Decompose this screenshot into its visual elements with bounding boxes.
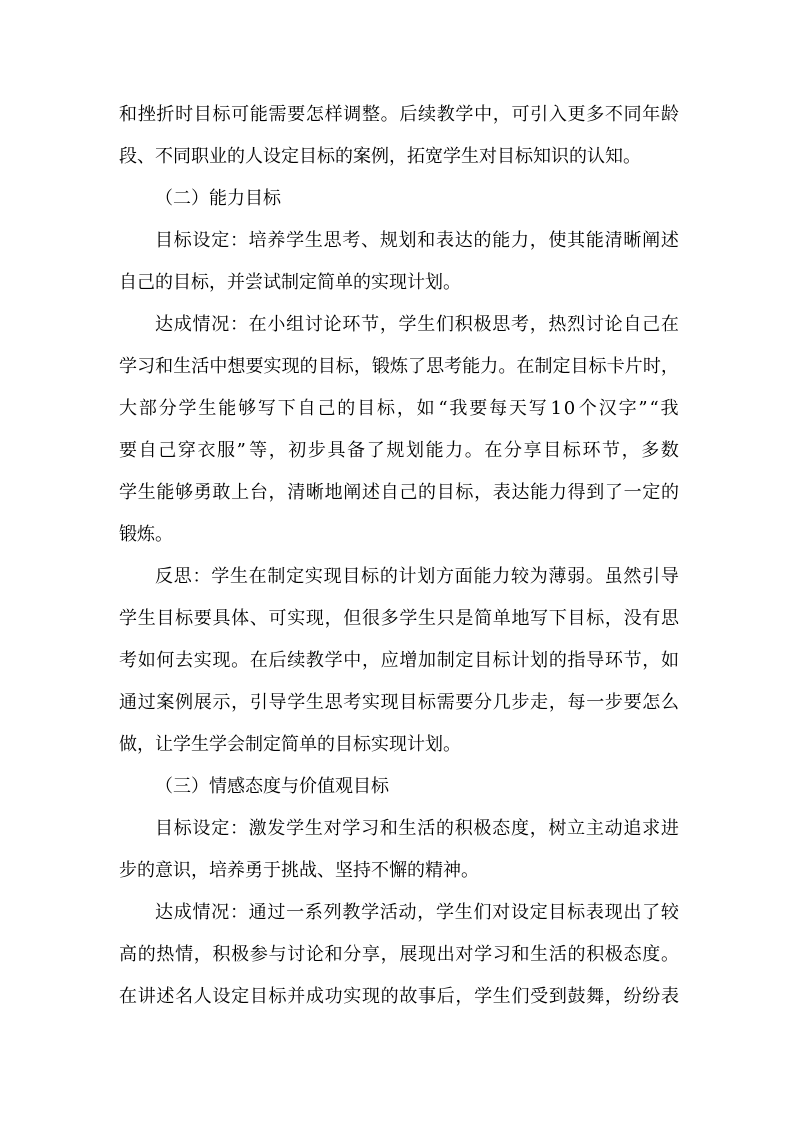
text-line (119, 640, 679, 682)
paragraph-first-line (119, 892, 679, 934)
text-line-content: 自己的目标，并尝试制定简单的实现计划。 (119, 272, 461, 293)
text-line-content: 在 讲 述 名 人 设 定 目 标 并 成 功 实 现 的 故 事 后 ， 学 生 们 受 到 鼓 舞 ， 纷 纷 表 (119, 986, 679, 1007)
text-line (119, 724, 679, 766)
text-line-content: 和 挫 折 时 目 标 可 能 需 要 怎 样 调 整 。 后 续 教 学 中 ， 可 引 入 更 多 不 同 年 龄 (119, 104, 679, 125)
text-line (119, 94, 679, 136)
text-line-content: 通 过 案 例 展 示 ， 引 导 学 生 思 考 实 现 目 标 需 要 分 几 步 走 ， 每 一 步 要 怎 么 (119, 692, 679, 713)
text-line-content: 段、不同职业的人设定目标的案例，拓宽学生对目标知识的认知。 (119, 146, 641, 167)
section-heading-text: （三）情感态度与价值观目标 (155, 776, 389, 797)
paragraph-first-line (119, 220, 679, 262)
text-line-content: 大 部 分 学 生 能 够 写 下 自 己 的 目 标 ， 如 “ 我 要 每 天 写 1 0 个 汉 字 ” “ 我 (119, 398, 679, 419)
text-line-content: 锻炼。 (119, 524, 173, 545)
section-heading-values (119, 766, 679, 808)
text-line (119, 598, 679, 640)
text-line (119, 388, 679, 430)
section-heading-text: （二）能力目标 (155, 188, 281, 209)
paragraph-first-line (119, 556, 679, 598)
text-line (119, 472, 679, 514)
text-line (119, 976, 679, 1018)
text-line-content: 做，让学生学会制定简单的目标实现计划。 (119, 734, 461, 755)
text-line-content: 达 成 情 况 ： 通 过 一 系 列 教 学 活 动 ， 学 生 们 对 设 定 目 标 表 现 出 了 较 (155, 902, 679, 923)
text-line-content: 高 的 热 情 ， 积 极 参 与 讨 论 和 分 享 ， 展 现 出 对 学 习 和 生 活 的 积 极 态 度 。 (119, 944, 679, 965)
text-line-content: 要 自 己 穿 衣 服 ” 等 ， 初 步 具 备 了 规 划 能 力 。 在 分 享 目 标 环 节 ， 多 数 (119, 440, 679, 461)
text-line (119, 430, 679, 472)
text-line (119, 262, 679, 304)
text-line (119, 682, 679, 724)
document-body (119, 94, 679, 1018)
text-line (119, 136, 679, 178)
text-line-content: 步的意识，培养勇于挑战、坚持不懈的精神。 (119, 860, 479, 881)
text-line-content: 目 标 设 定 ： 激 发 学 生 对 学 习 和 生 活 的 积 极 态 度 ， 树 立 主 动 追 求 进 (155, 818, 679, 839)
text-line-content: 反 思 ： 学 生 在 制 定 实 现 目 标 的 计 划 方 面 能 力 较 为 薄 弱 。 虽 然 引 导 (155, 566, 679, 587)
text-line (119, 514, 679, 556)
text-line-content: 目 标 设 定 ： 培 养 学 生 思 考 、 规 划 和 表 达 的 能 力 ， 使 其 能 清 晰 阐 述 (155, 230, 679, 251)
text-line (119, 850, 679, 892)
text-line-content: 学 生 目 标 要 具 体 、 可 实 现 ， 但 很 多 学 生 只 是 简 单 地 写 下 目 标 ， 没 有 思 (119, 608, 679, 629)
text-line (119, 934, 679, 976)
text-line-content: 学 习 和 生 活 中 想 要 实 现 的 目 标 ， 锻 炼 了 思 考 能 力 。 在 制 定 目 标 卡 片 时 ， (119, 356, 679, 377)
text-line-content: 达 成 情 况 ： 在 小 组 讨 论 环 节 ， 学 生 们 积 极 思 考 ， 热 烈 讨 论 自 己 在 (155, 314, 679, 335)
text-line-content: 学 生 能 够 勇 敢 上 台 ， 清 晰 地 阐 述 自 己 的 目 标 ， 表 达 能 力 得 到 了 一 定 的 (119, 482, 679, 503)
text-line (119, 346, 679, 388)
section-heading-ability (119, 178, 679, 220)
text-line-content: 考 如 何 去 实 现 。 在 后 续 教 学 中 ， 应 增 加 制 定 目 标 计 划 的 指 导 环 节 ， 如 (119, 650, 679, 671)
paragraph-first-line (119, 808, 679, 850)
paragraph-first-line (119, 304, 679, 346)
